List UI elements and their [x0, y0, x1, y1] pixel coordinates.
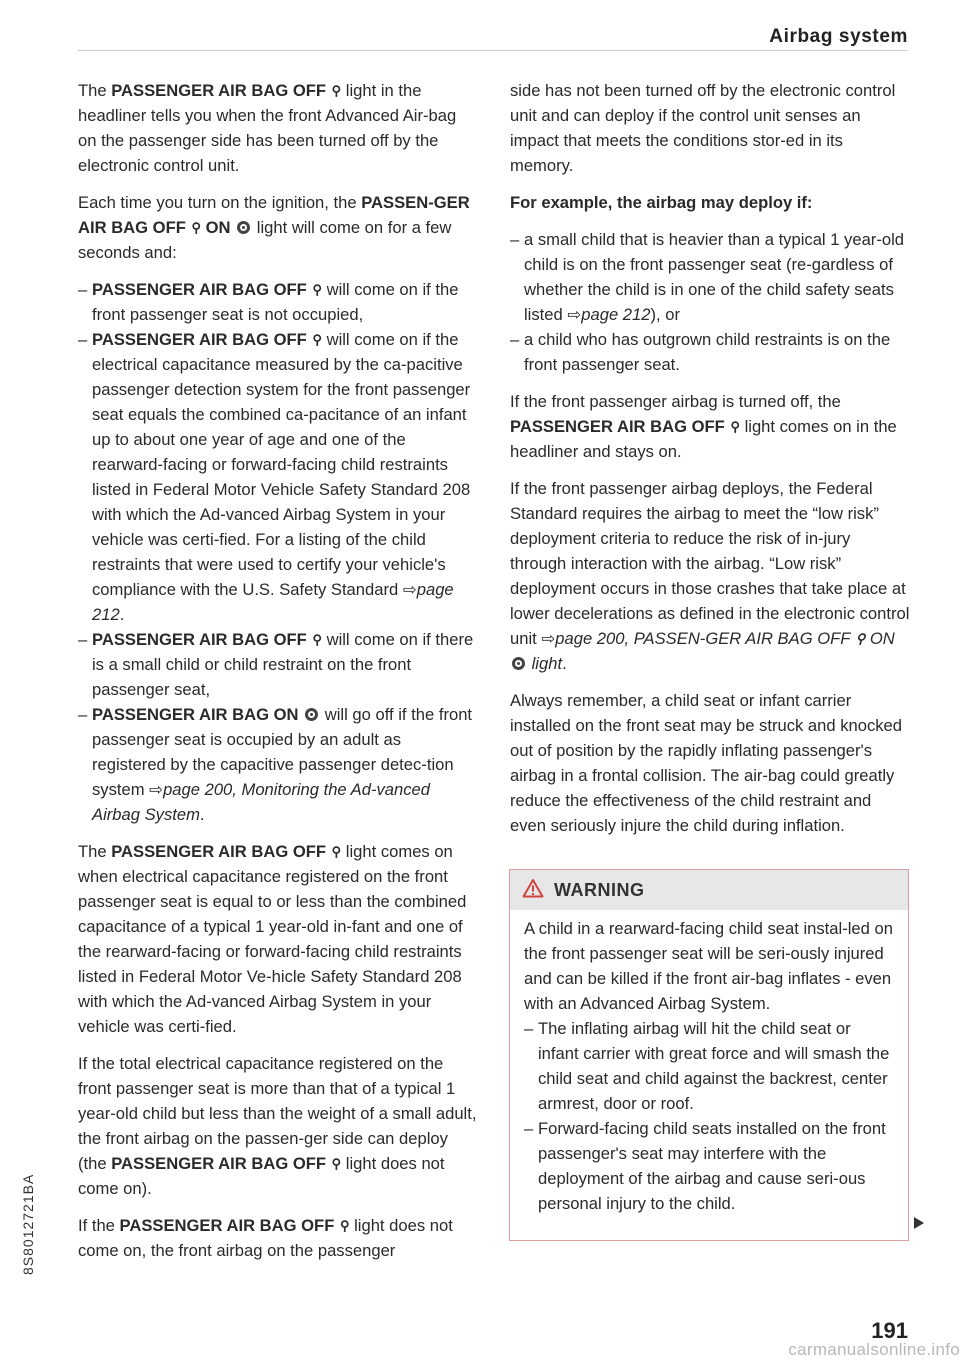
paragraph: If the PASSENGER AIR BAG OFF ⚲ light does not come on, the front airbag on the passenger [78, 1213, 478, 1263]
passenger-airbag-off-icon: ⚲ [339, 1218, 349, 1233]
list-item: – a small child that is heavier than a typical 1 year-old child is on the front passenger seat (re-gardless of whether the child is in one of the child safety seats listed ⇨page 212), or [510, 227, 910, 327]
warning-header [510, 870, 908, 910]
page-link[interactable]: page 200, PASSEN-GER AIR BAG OFF ⚲ ON light [510, 629, 895, 673]
passenger-airbag-off-icon: ⚲ [331, 844, 341, 859]
arrow-icon: ⇨ [541, 629, 556, 648]
list-item: – PASSENGER AIR BAG OFF ⚲ will come on if there is a small child or child restraint on the front passenger seat, [78, 627, 478, 702]
document-code: 8S8012721BA [20, 1173, 36, 1275]
passenger-airbag-off-icon: ⚲ [331, 83, 341, 98]
warning-box [509, 869, 909, 1241]
passenger-airbag-on-icon [305, 708, 318, 721]
passenger-airbag-off-icon: ⚲ [855, 631, 865, 646]
page-link[interactable]: page 212 [581, 305, 651, 324]
warning-item: – The inflating airbag will hit the child seat or infant carrier with great force and will smash the child seat and child against the backrest, center armrest, door or roof. [524, 1016, 894, 1116]
warning-body [510, 910, 908, 1216]
warning-triangle-icon [522, 878, 544, 903]
header-rule [78, 50, 908, 51]
example-heading: For example, the airbag may deploy if: [510, 193, 813, 212]
page-link[interactable]: page 200, Monitoring the Ad-vanced Airbag System [92, 780, 430, 824]
paragraph: side has not been turned off by the electronic control unit and can deploy if the control unit senses an impact that meets the conditions stor-ed in its memory. [510, 81, 896, 175]
arrow-icon: ⇨ [402, 580, 417, 599]
list-item: – PASSENGER AIR BAG OFF ⚲ will come on if the electrical capacitance measured by the ca-pacitive passenger detection system for the front passenger seat equals the combined ca-pacitance of an infant up to about one year of age and one of the rearward-facing or forward-facing child restraints listed in Federal Motor Vehicle Safety Standard 208 with which the Ad-vanced Airbag System in your vehicle was certi-fied. For a listing of the child restraints that were used to certify your vehicle's compliance with the U.S. Safety Standard ⇨page 212. [78, 327, 478, 627]
passenger-airbag-off-icon: ⚲ [312, 332, 321, 347]
passenger-airbag-off-icon: ⚲ [331, 1156, 341, 1171]
paragraph: If the total electrical capacitance registered on the front passenger seat is more than that of a typical 1 year-old child but less than the weight of a small adult, the front airbag on the passen-ger side can deploy (the PASSENGER AIR BAG OFF ⚲ light does not come on). [78, 1054, 477, 1198]
passenger-airbag-off-icon: ⚲ [191, 220, 201, 235]
page-link[interactable]: page 212 [92, 580, 454, 624]
paragraph: Each time you turn on the ignition, the PASSEN-GER AIR BAG OFF ⚲ ON light will come on for a few seconds and: [78, 193, 470, 262]
passenger-airbag-off-icon: ⚲ [312, 632, 321, 647]
passenger-airbag-on-icon [512, 657, 525, 670]
page-number: 191 [871, 1318, 908, 1343]
list-item: – a child who has outgrown child restraints is on the front passenger seat. [510, 327, 910, 377]
indicator-name: PASSENGER AIR BAG OFF [111, 81, 327, 100]
arrow-icon: ⇨ [567, 305, 582, 324]
paragraph: The PASSENGER AIR BAG OFF ⚲ light in the headliner tells you when the front Advanced Air-bag on the passenger side has been turned off by the electronic control unit. [78, 78, 478, 178]
list-item: – PASSENGER AIR BAG OFF ⚲ will come on if the front passenger seat is not occupied, [78, 277, 478, 327]
left-column [78, 78, 478, 1275]
arrow-icon: ⇨ [149, 780, 164, 799]
continued-arrow-icon [914, 1217, 924, 1229]
list-item: – PASSENGER AIR BAG ON will go off if the front passenger seat is occupied by an adult as registered by the capacitive passenger detec-tion system ⇨page 200, Monitoring the Ad-vanced Airbag System. [78, 702, 478, 827]
right-column [510, 78, 910, 850]
passenger-airbag-off-icon: ⚲ [730, 419, 739, 434]
watermark-url: carmanualsonline.info [788, 1340, 960, 1359]
passenger-airbag-on-icon [237, 221, 250, 234]
paragraph: Always remember, a child seat or infant carrier installed on the front seat may be struck and knocked out of position by the rapidly inflating passenger's airbag in a frontal collision. The air-bag could greatly reduce the effectiveness of the child restraint and even seriously injure the child during inflation. [510, 691, 903, 835]
passenger-airbag-off-icon: ⚲ [312, 282, 321, 297]
paragraph: If the front passenger airbag deploys, the Federal Standard requires the airbag to meet the “low risk” deployment criteria to reduce the risk of in-jury through interaction with the airbag. “Low risk” deployment occurs in those crashes that take place at lower decelerations as defined in the electronic control unit ⇨page 200, PASSEN-GER AIR BAG OFF ⚲ ON light. [510, 479, 910, 673]
paragraph: If the front passenger airbag is turned off, the PASSENGER AIR BAG OFF ⚲ light comes on in the headliner and stays on. [510, 392, 897, 461]
warning-item: – Forward-facing child seats installed on the front passenger's seat may interfere with the deployment of the airbag and cause seri-ous personal injury to the child. [524, 1116, 894, 1216]
paragraph: The PASSENGER AIR BAG OFF ⚲ light comes on when electrical capacitance registered on the front passenger seat is equal to or less than the combined capacitance of a typical 1 year-old in-fant and one of the rearward-facing or forward-facing child restraints listed in Federal Motor Ve-hicle Safety Standard 208 with which the Ad-vanced Airbag System in your vehicle was certi-fied. [78, 839, 478, 1039]
warning-intro: A child in a rearward-facing child seat instal-led on the front passenger seat will be seri-ously injured and can be killed if the front air-bag inflates - even with an Advanced Airbag System. [524, 919, 893, 1013]
warning-title: WARNING [554, 879, 645, 900]
section-title: Airbag system [769, 26, 908, 47]
